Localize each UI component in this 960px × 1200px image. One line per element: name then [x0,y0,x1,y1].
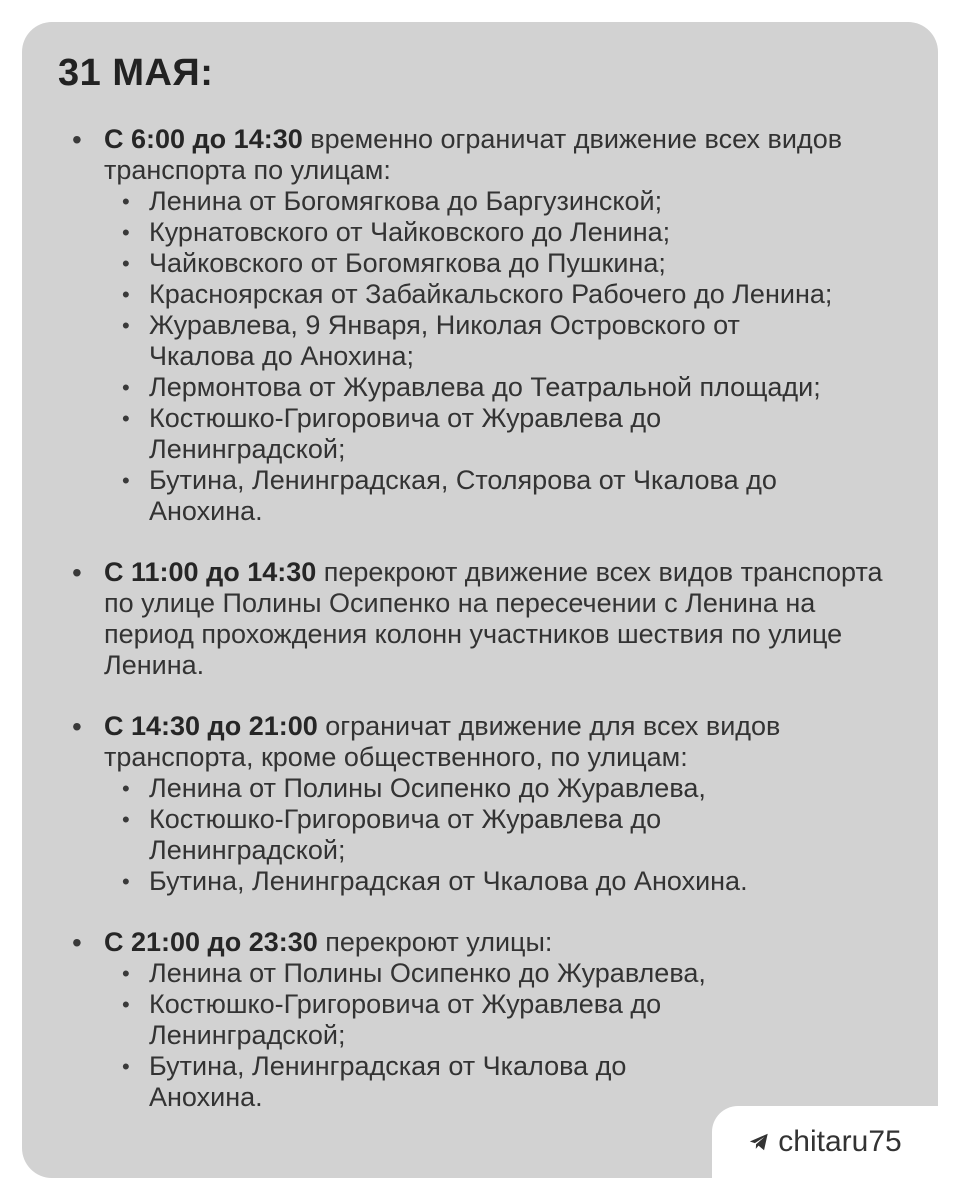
sub-bullet-icon: • [122,992,130,1017]
sub-bullet-icon: • [122,220,130,245]
section-text [104,711,874,773]
sub-bullet-icon: • [122,807,130,832]
time-range: С 6:00 до 14:30 [104,124,303,154]
schedule-section [72,557,912,681]
time-range: С 11:00 до 14:30 [104,557,317,587]
street-item: • Лермонтова от Журавлева до Театральной площади; [122,372,821,402]
section-description: временно ограничат движение всех видов транспорта по улицам: [104,124,843,185]
sub-bullet-icon: • [122,869,130,894]
section-text [104,557,904,681]
section-text [104,124,912,186]
channel-badge[interactable] [712,1106,938,1178]
bullet-icon: • [72,711,82,742]
sub-bullet-icon: • [122,961,130,986]
sub-bullet-icon: • [122,375,130,400]
street-list [104,773,912,897]
sub-bullet-icon: • [122,189,130,214]
street-item: • Костюшко-Григоровича от Журавлева до Ленинградской; [122,804,662,865]
sub-bullet-icon: • [122,251,130,276]
street-item: • Бутина, Ленинградская, Столярова от Чкалова до Анохина. [122,465,777,526]
street-item: • Ленина от Полины Осипенко до Журавлева, [122,958,706,988]
street-item: • Бутина, Ленинградская от Чкалова до Анохина. [122,1051,627,1112]
bullet-icon: • [72,557,82,588]
schedule-section [72,124,912,527]
street-item: • Чайковского от Богомягкова до Пушкина; [122,248,666,278]
street-item: • Красноярская от Забайкальского Рабочего до Ленина; [122,279,833,309]
schedule-list [72,124,912,1145]
sub-bullet-icon: • [122,468,130,493]
street-item: • Ленина от Богомягкова до Баргузинской; [122,186,663,216]
street-item: • Костюшко-Григоровича от Журавлева до Ленинградской; [122,403,662,464]
time-range: С 14:30 до 21:00 [104,711,318,741]
section-description: ограничат движение для всех видов транспорта, кроме общественного, по улицам: [104,711,781,772]
bullet-icon: • [72,124,82,155]
street-item: • Бутина, Ленинградская от Чкалова до Анохина. [122,866,748,896]
sub-bullet-icon: • [122,1054,130,1079]
street-item: • Костюшко-Григоровича от Журавлева до Ленинградской; [122,989,662,1050]
sub-bullet-icon: • [122,313,130,338]
section-text [104,927,912,958]
street-list [104,958,912,1113]
sub-bullet-icon: • [122,406,130,431]
bullet-icon: • [72,927,82,958]
street-item: • Курнатовского от Чайковского до Ленина; [122,217,671,247]
sub-bullet-icon: • [122,282,130,307]
sub-bullet-icon: • [122,776,130,801]
street-item: • Журавлева, 9 Января, Николая Островского от Чкалова до Анохина; [122,310,740,371]
time-range: С 21:00 до 23:30 [104,927,318,957]
schedule-section [72,927,912,1113]
page-title: 31 МАЯ: [58,52,214,94]
schedule-section [72,711,912,897]
street-item: • Ленина от Полины Осипенко до Журавлева, [122,773,706,803]
section-description: перекроют движение всех видов транспорта по улице Полины Осипенко на пересечении с Ленина на период прохождения колонн участников шествия по улице Ленина. [104,557,883,680]
telegram-send-icon [748,1131,770,1153]
channel-handle: chitaru75 [778,1125,902,1158]
street-list [104,186,912,527]
section-description: перекроют улицы: [317,927,553,957]
